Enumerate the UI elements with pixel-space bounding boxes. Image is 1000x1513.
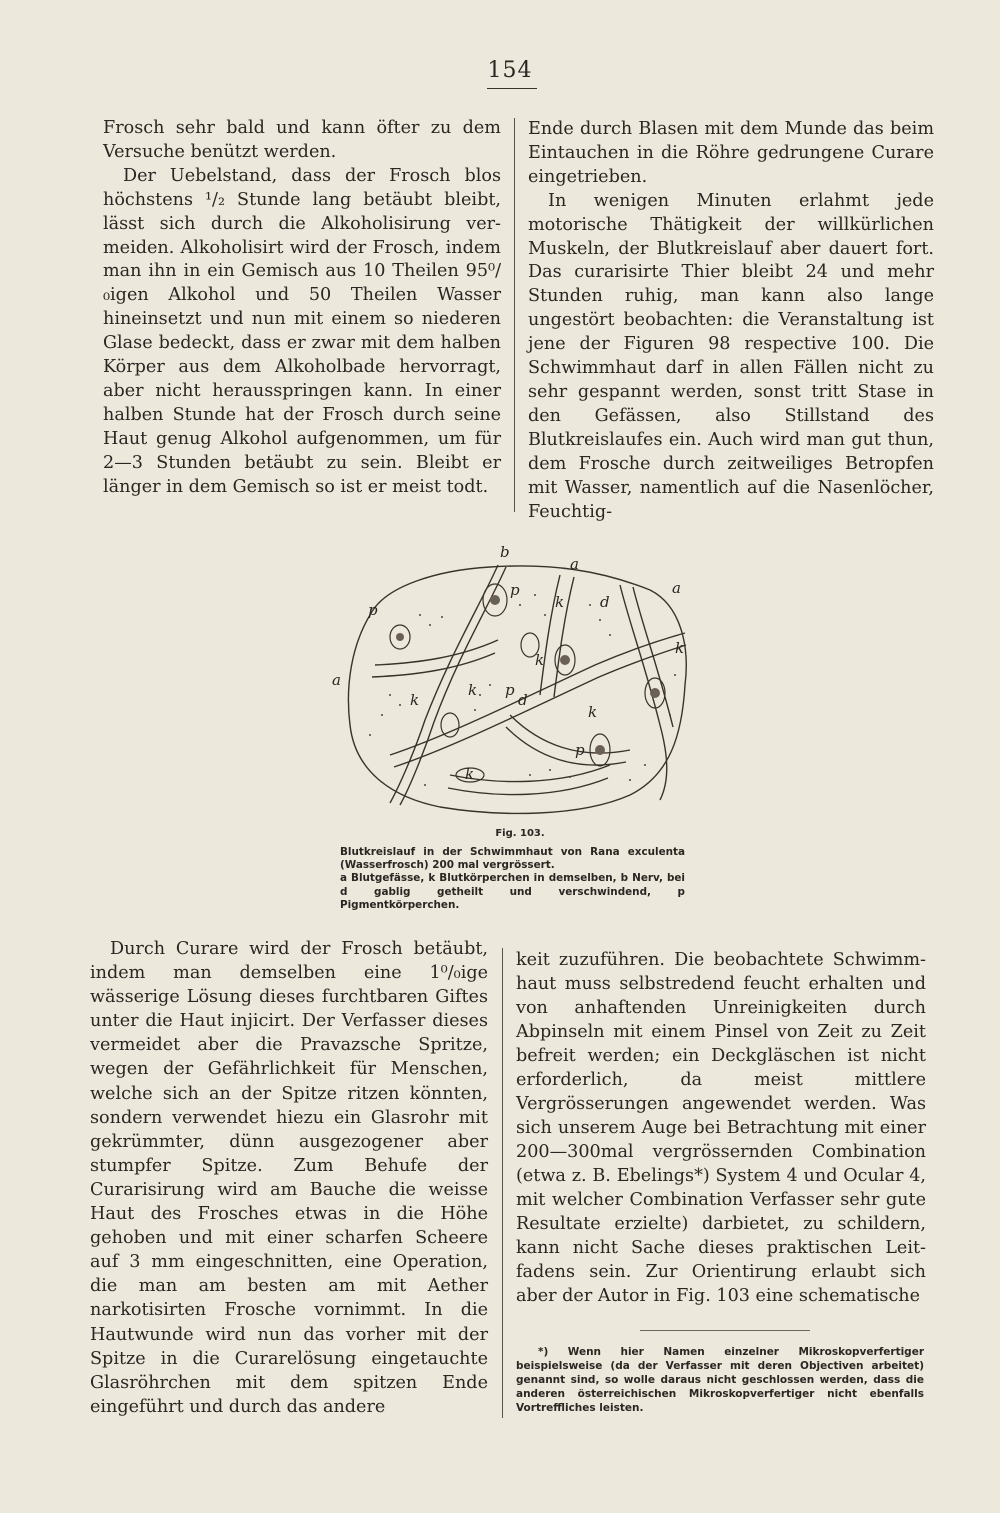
top-left-column xyxy=(103,117,501,500)
vessel xyxy=(510,715,630,753)
column-divider xyxy=(502,948,503,1418)
figure-letter: a xyxy=(672,579,681,597)
paragraph: Ende durch Blasen mit dem Munde das beim Eintauchen in die Röhre gedrungene Curare eingetrieben. xyxy=(528,119,934,187)
bottom-left-column xyxy=(90,937,488,1419)
paragraph: Frosch sehr bald und kann öfter zu dem Versuche benützt werden. xyxy=(103,118,501,162)
nerve xyxy=(390,565,498,803)
figure-letter: k xyxy=(465,765,475,783)
page-number-rule xyxy=(487,88,537,89)
vessel xyxy=(633,587,673,727)
figure-letter: k xyxy=(535,651,545,669)
figure-letter: k xyxy=(410,691,420,709)
figure-letter: p xyxy=(505,681,515,699)
paragraph: Der Uebelstand, dass der Frosch blos höchstens ¹/₂ Stunde lang betäubt bleibt, lässt sich durch die Alkoholisirung vermeiden. Alkoholisirt wird der Frosch, indem man ihn in ein Gemisch aus 10 Theilen 95⁰/₀igen Alkohol und 50 Theilen Wasser hineinsetzt und nun mit einem so niederen Glase bedeckt, dass er zwar mit dem halben Körper aus dem Alkoholbade hervorragt, aber nicht herausspringen kann. In einer halben Stunde hat der Frosch durch seine Haut genug Alkohol aufgenommen, um für 2—3 Stunden betäubt zu sein. Bleibt er länger in dem Gemisch so ist er meist todt. xyxy=(103,165,501,497)
paragraph: keit zuzuführen. Die beobachtete Schwimmhaut muss selbstredend feucht erhalten und von anhaftenden Unreinigkeiten durch Abpinseln mit einem Pinsel von Zeit zu Zeit befreit werden; ein Deckgläschen ist nicht erforderlich, da meist mittlere Vergrösserungen angewendet werden. Was sich unserem Auge bei Betrachtung mit einer 200—300mal vergrössernden Combination (etwa z. B. Ebelings*) System 4 und Ocular 4, mit welcher Combination Verfasser sehr gute Resultate erzielte) darbietet, zu schildern, kann nicht Sache dieses praktischen Leitfadens sein. Zur Orientirung erlaubt sich aber der Autor in Fig. 103 eine schematische xyxy=(516,950,926,1306)
figure-letter: p xyxy=(575,741,585,759)
figure-letter: d xyxy=(600,593,610,611)
pigment-body xyxy=(396,633,404,641)
paragraph: Durch Curare wird der Frosch betäubt, indem man demselben eine 1⁰/₀ige wässerige Lösung dieses furchtbaren Giftes unter die Haut injicirt. Der Verfasser dieses vermeidet aber die Pravazsche Spritze, wegen der Gefährlichkeit für Menschen, welche sich an der Spitze ritzen könnten, sondern verwendet hiezu ein Glasrohr mit gekrümmter, dünn ausgezogener aber stumpfer Spitze. Zum Behufe der Curarisirung wird am Bauche die weisse Haut des Frosches etwas in die Höhe gehoben und mit einer scharfen Scheere auf 3 mm eingeschnitten, eine Operation, die man am besten am mit Aether narkotisirten Frosche vornimmt. In die Hautwunde wird nun das vorher mit der Spitze in die Curarelösung eingetauchte Glasröhrchen mit dem spitzen Ende eingeführt und durch das andere xyxy=(90,939,488,1417)
footnote: *) Wenn hier Namen einzelner Mikroskopverfertiger beispielsweise (da der Verfasser mit deren Objectiven arbeitet) genannt sind, so wolle daraus nicht geschlossen werden, dass die anderen österreichischen Mikroskopverfertiger nicht ebenfalls Vortreffliches leisten. xyxy=(516,1346,924,1414)
figure-letter: k xyxy=(468,681,478,699)
vessel xyxy=(372,653,495,677)
caption-title: Blutkreislauf in der Schwimmhaut von Rana exculenta (Wasserfrosch) 200 mal vergrössert. xyxy=(340,846,685,872)
figure-letter: a xyxy=(332,671,341,689)
nerve xyxy=(400,567,506,805)
pigment-body xyxy=(560,655,570,665)
figure-illustration xyxy=(330,545,700,825)
figure-letter: d xyxy=(518,691,528,709)
top-right-column xyxy=(528,118,934,524)
bottom-right-column xyxy=(516,948,926,1308)
figure-letter: p xyxy=(368,601,378,619)
page-number: 154 xyxy=(487,58,533,83)
tissue-outline xyxy=(348,566,686,814)
pigment-body xyxy=(595,745,605,755)
figure-letter: k xyxy=(555,593,565,611)
figure-letter: a xyxy=(570,555,579,573)
footnote-rule xyxy=(640,1330,810,1331)
vessel xyxy=(375,640,498,665)
paragraph: In wenigen Minuten erlahmt jede motorische Thätigkeit der willkürlichen Muskeln, der Blutkreislauf aber dauert fort. Das curarisirte Thier bleibt 24 und mehr Stunden ruhig, man kann also lange ungestört beobachten: die Veranstaltung ist jene der Figuren 98 respective 100. Die Schwimmhaut darf in allen Fällen nicht zu sehr gespannt werden, sonst tritt Stase in den Gefässen, also Stillstand des Blutkreislaufes ein. Auch wird man gut thun, dem Frosche durch zeitweiliges Betropfen mit Wasser, namentlich auf die Nasenlöcher, Feuchtig- xyxy=(528,190,934,522)
figure-label: Fig. 103. xyxy=(495,828,545,839)
caption-legend: a Blutgefässe, k Blutkörperchen in demselben, b Nerv, bei d gablig getheilt und verschwindend, p Pigmentkörperchen. xyxy=(340,872,685,911)
figure-letter: p xyxy=(510,581,520,599)
pigment-body xyxy=(650,688,660,698)
blood-corpuscle xyxy=(441,713,459,737)
figure-caption xyxy=(340,846,685,912)
figure-letter: b xyxy=(500,545,510,561)
column-divider xyxy=(514,118,515,512)
figure-letter: k xyxy=(675,639,685,657)
figure-letter: k xyxy=(588,703,598,721)
pigment-body xyxy=(490,595,500,605)
